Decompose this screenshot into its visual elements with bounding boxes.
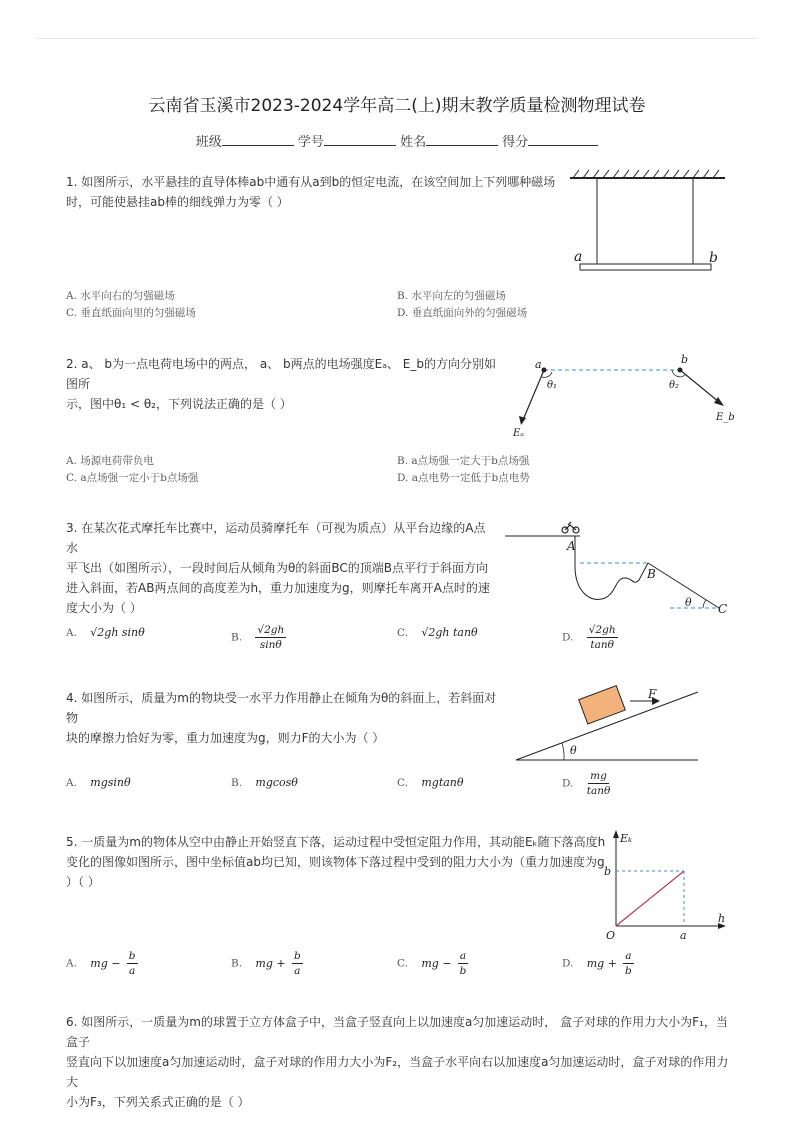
class-label: 班级 [195,135,222,150]
question-4 [66,688,506,748]
q3-option-b[interactable]: B. $\frac{√2gh}{\sin\theta}$ [231,624,285,651]
q4-theta: θ [570,744,577,757]
q5-tick-a: a [680,929,687,942]
q2-option-a[interactable]: A. 场源电荷带负电 [66,455,154,467]
q1-option-a[interactable]: A. 水平向右的匀强磁场 [66,290,175,302]
q2-line-1: 2. a、 b为一点电荷电场中的两点， a、 b两点的电场强度Eₐ、 E_b的方向分别如图所 [66,357,496,391]
q2-figure [505,350,735,445]
number-label: 学号 [297,135,324,150]
question-3 [66,518,496,618]
q3-theta: θ [685,596,692,609]
number-blank [324,133,396,146]
q4-option-a[interactable]: A. mgsinθ [66,776,131,789]
q6-line-3: 小为F₃，下列关系式正确的是（ ） [66,1095,250,1109]
q5-option-c[interactable]: C. mg − $\frac{a}{b}$ [397,950,467,977]
page-title: 云南省玉溪市2023-2024学年高二(上)期末教学质量检测物理试卷 [148,96,646,116]
q5-tick-b: b [604,865,612,878]
q4-figure [508,684,708,764]
q2-option-d[interactable]: D. a点电势一定低于b点电势 [397,472,530,484]
q2-theta2: θ₂ [669,380,680,391]
q3-option-a[interactable]: A. √2gh sinθ [66,626,145,639]
q3-option-b-fraction: $\frac{√2gh}{\sin\theta}$ [257,624,285,651]
q5-option-a[interactable]: A. mg − $\frac{b}{a}$ [66,950,136,977]
q3-line-3: 进入斜面，若AB两点间的高度差为h，重力加速度为g，则摩托车离开A点时的速 [66,581,490,595]
q4-option-b[interactable]: B. mgcosθ [231,776,298,789]
score-label: 得分 [502,135,529,150]
q3-line-1: 3. 在某次花式摩托车比赛中，运动员骑摩托车（可视为质点）从平台边缘的A点水 [66,521,486,555]
q6-line-2: 竖直向下以加速度a匀加速运动时，盒子对球的作用力大小为F₂，当盒子水平向右以加速度a匀加速运动时，盒子对球的作用力大 [66,1055,729,1089]
q1-option-c[interactable]: C. 垂直纸面向里的匀强磁场 [66,307,196,319]
q5-line-1: 5. 一质量为m的物体从空中由静止开始竖直下落，运动过程中受恒定阻力作用，其动能Eₖ随下落高度h [66,835,606,849]
q5-line-3: ）（ ） [66,875,100,889]
q2-eb-label: E_b [716,412,735,423]
q3-figure [505,516,735,616]
q4-line-1: 4. 如图所示，质量为m的物块受一水平力作用静止在倾角为θ的斜面上，若斜面对物 [66,691,497,725]
q3-line-4: 度大小为（ ） [66,601,142,615]
q3-label-A: A [567,539,576,553]
student-info-line [0,131,794,150]
q1-label-a: a [574,249,583,265]
question-2 [66,354,506,414]
q5-option-b[interactable]: B. mg + $\frac{b}{a}$ [231,950,301,977]
q3-option-a-math: √2gh sinθ [90,626,145,639]
q2-label-b: b [681,353,689,366]
question-1 [66,172,566,212]
score-blank [528,133,598,146]
q5-ek-line [616,871,684,926]
q5-graph [598,826,730,944]
q3-label-B: B [647,567,656,581]
name-blank [426,133,498,146]
q3-option-d[interactable]: D. $\frac{√2gh}{\tan\theta}$ [562,624,616,651]
q1-label-b: b [709,250,718,266]
q2-theta1: θ₁ [547,380,558,391]
q1-option-d[interactable]: D. 垂直纸面向外的匀强磁场 [397,307,528,319]
header-divider [36,38,758,39]
q2-line-2: 示，图中θ₁ < θ₂，下列说法正确的是（ ） [66,397,292,411]
q5-option-d[interactable]: D. mg + $\frac{a}{b}$ [562,950,632,977]
q5-origin: O [606,929,616,942]
q1-figure [565,168,735,278]
q2-label-a: a [535,358,542,371]
q2-option-c[interactable]: C. a点场强一定小于b点场强 [66,472,199,484]
class-blank [222,133,294,146]
q1-line-2: 时，可能使悬挂ab棒的细线弹力为零（ ） [66,195,289,209]
q1-line-1: 1. 如图所示，水平悬挂的直导体棒ab中通有从a到b的恒定电流，在该空间加上下列哪种磁场 [66,175,556,189]
q3-option-c[interactable]: C. √2gh tanθ [397,626,478,639]
q5-axis-h: h [718,912,726,925]
q2-option-b[interactable]: B. a点场强一定大于b点场强 [397,455,530,467]
q4-line-2: 块的摩擦力恰好为零，重力加速度为g，则力F的大小为（ ） [66,731,385,745]
q6-line-1: 6. 如图所示，一质量为m的球置于立方体盒子中，当盒子竖直向上以加速度a匀加速运动时， 盒子对球的作用力大小为F₁，当盒子 [66,1015,728,1049]
q5-axis-ek: Eₖ [620,832,633,845]
q3-option-d-fraction: $\frac{√2gh}{\tan\theta}$ [588,624,616,651]
question-6 [66,1012,736,1112]
q3-option-c-math: √2gh tanθ [421,626,478,639]
motorcycle-icon [562,522,579,533]
q1-option-b[interactable]: B. 水平向左的匀强磁场 [397,290,506,302]
name-label: 姓名 [400,135,427,150]
q4-option-d[interactable]: D. $\frac{mg}{\tan\theta}$ [562,770,611,797]
block [579,686,626,724]
q4-label-F: F [648,687,657,701]
q3-label-C: C [718,602,728,616]
q2-ea-label: Eₐ [513,428,525,439]
question-5 [66,832,606,892]
q4-option-c[interactable]: C. mgtanθ [397,776,464,789]
q5-line-2: 变化的图像如图所示，图中坐标值ab均已知，则该物体下落过程中受到的阻力大小为（重力加速度为g [66,855,605,869]
q3-line-2: 平飞出（如图所示），一段时间后从倾角为θ的斜面BC的顶端B点平行于斜面方向 [66,561,488,575]
